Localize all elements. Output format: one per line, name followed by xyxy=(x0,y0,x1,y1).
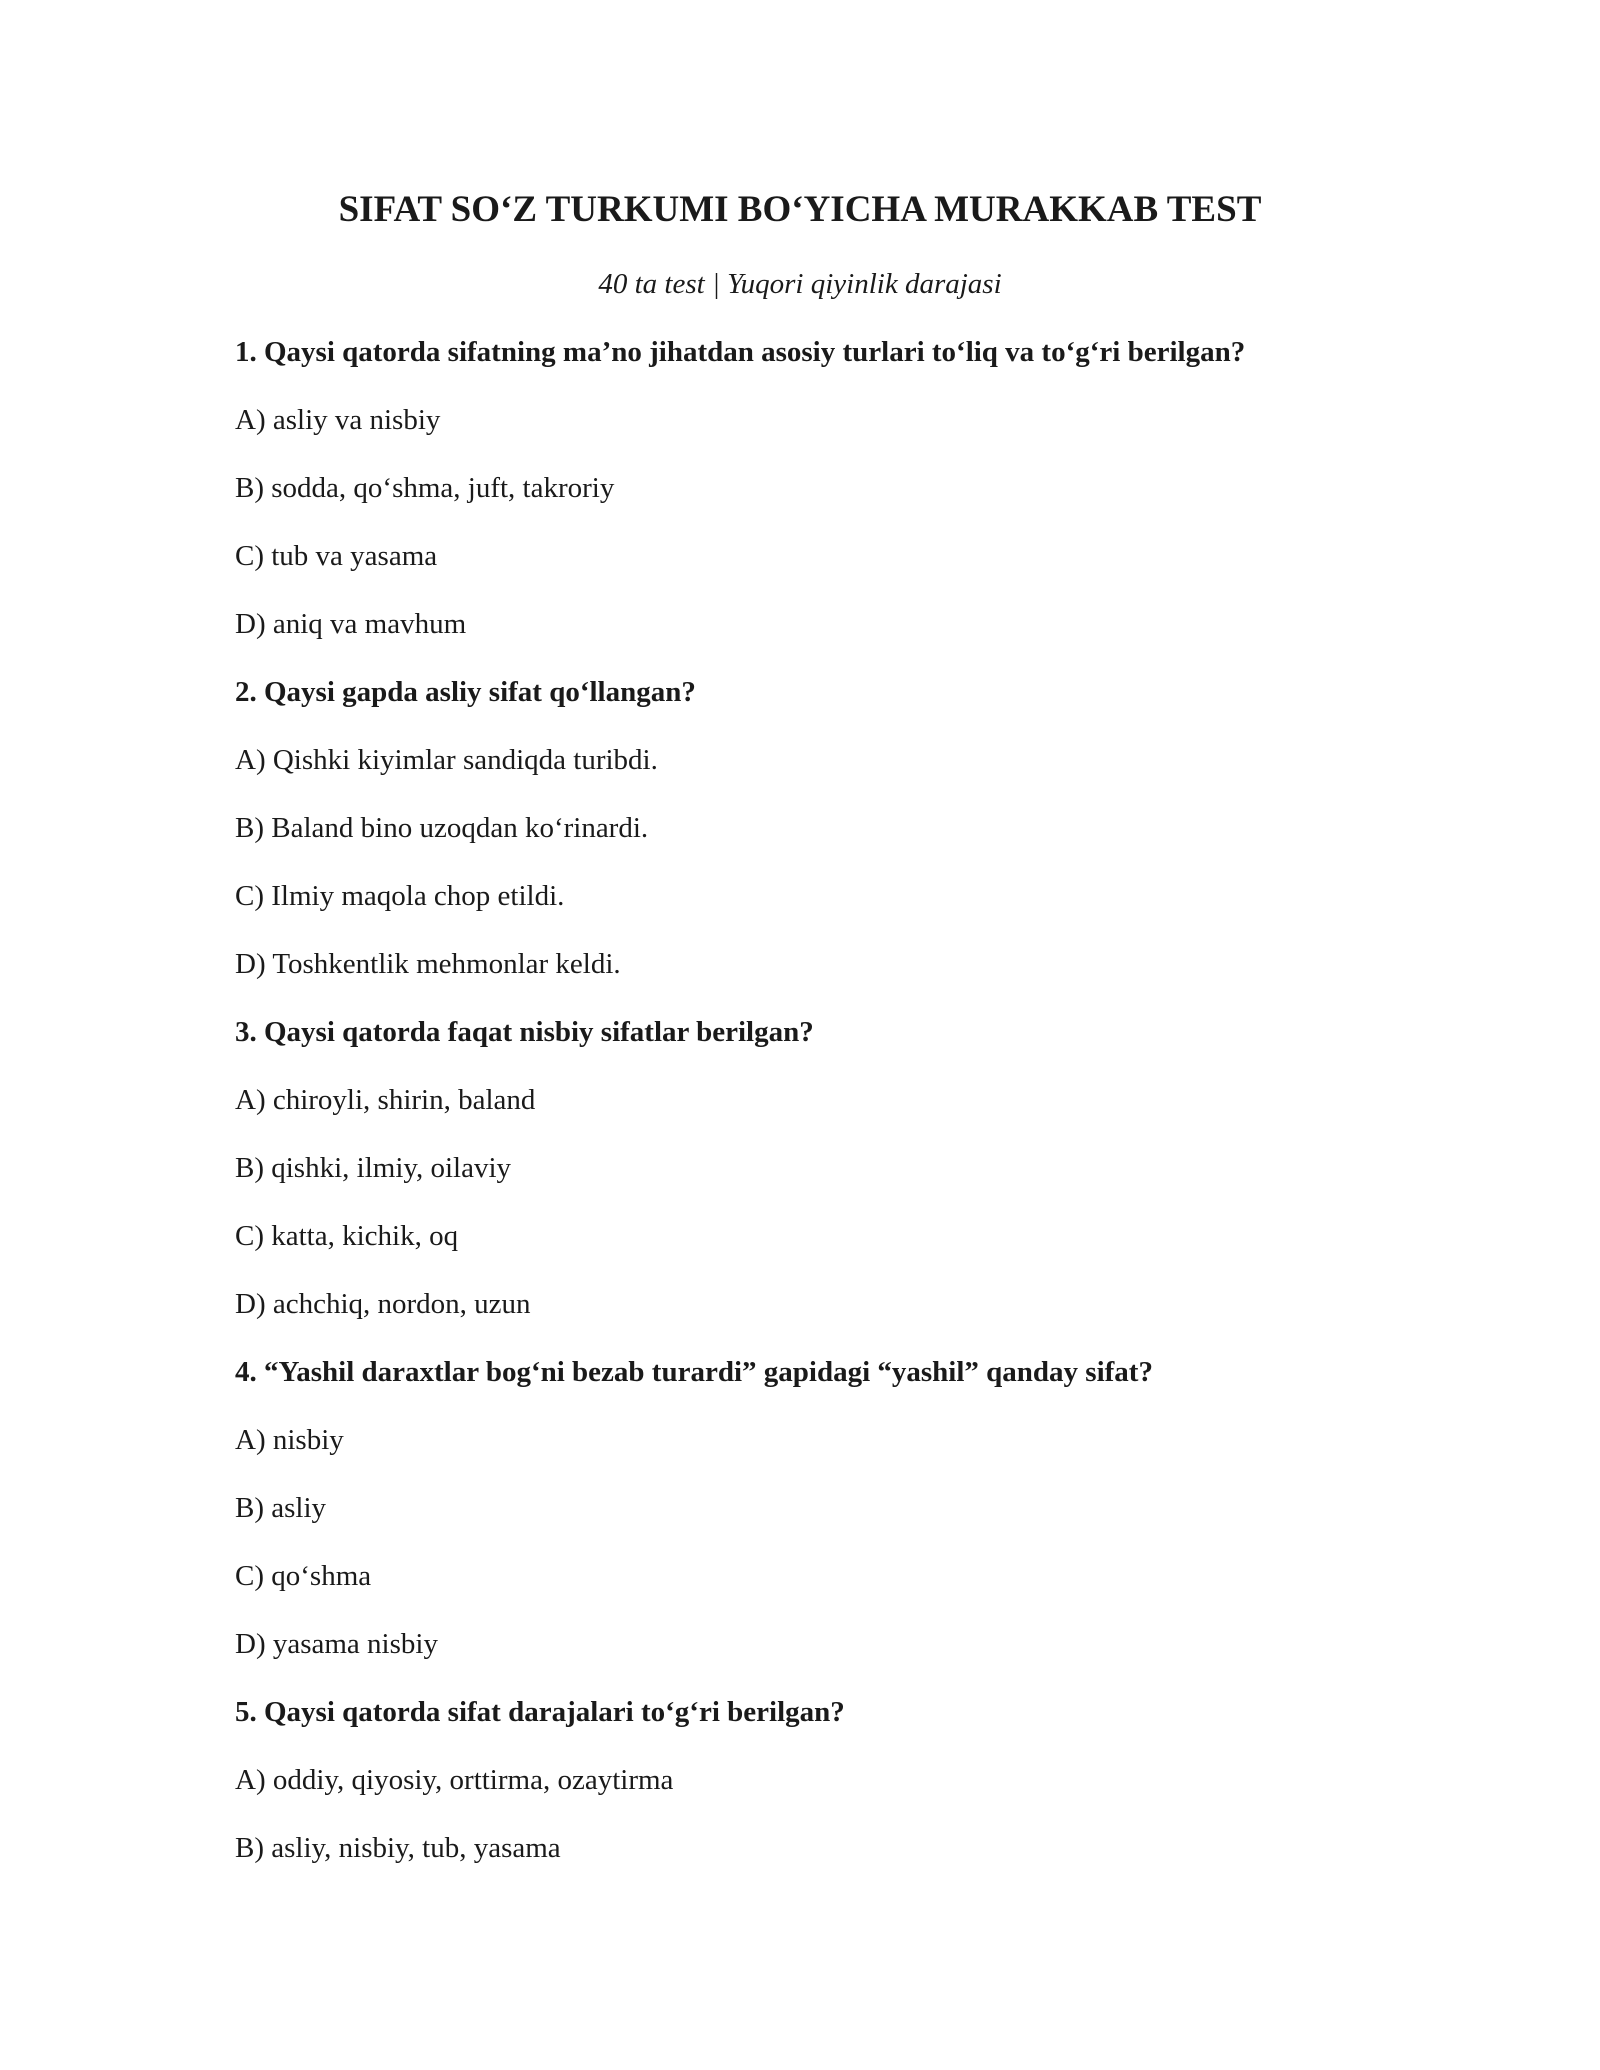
question-text: 5. Qaysi qatorda sifat darajalari to‘g‘ri berilgan? xyxy=(235,1696,845,1728)
document-title: SIFAT SO‘Z TURKUMI BO‘YICHA MURAKKAB TEST xyxy=(338,189,1262,230)
answer-option-c: C) qo‘shma xyxy=(235,1560,372,1592)
answer-option-b: B) qishki, ilmiy, oilaviy xyxy=(235,1152,512,1184)
answer-option-c: C) katta, kichik, oq xyxy=(235,1220,459,1252)
answer-option-a: A) asliy va nisbiy xyxy=(235,404,441,436)
question-text: 4. “Yashil daraxtlar bog‘ni bezab turardi” gapidagi “yashil” qanday sifat? xyxy=(235,1356,1153,1388)
answer-option-c: C) tub va yasama xyxy=(235,540,438,572)
answer-option-c: C) Ilmiy maqola chop etildi. xyxy=(235,880,565,912)
answer-option-d: D) Toshkentlik mehmonlar keldi. xyxy=(235,948,621,980)
question-3 xyxy=(235,1014,1435,1322)
question-text: 2. Qaysi gapda asliy sifat qo‘llangan? xyxy=(235,676,696,708)
question-5 xyxy=(235,1694,1435,1866)
answer-option-b: B) Baland bino uzoqdan ko‘rinardi. xyxy=(235,812,649,844)
answer-option-b: B) asliy, nisbiy, tub, yasama xyxy=(235,1832,561,1864)
answer-option-a: A) Qishki kiyimlar sandiqda turibdi. xyxy=(235,744,658,776)
document-subtitle: 40 ta test | Yuqori qiyinlik darajasi xyxy=(598,268,1002,300)
question-text: 1. Qaysi qatorda sifatning ma’no jihatdan asosiy turlari to‘liq va to‘g‘ri berilgan? xyxy=(235,336,1246,368)
question-4 xyxy=(235,1354,1435,1662)
answer-option-d: D) achchiq, nordon, uzun xyxy=(235,1288,531,1320)
answer-option-b: B) sodda, qo‘shma, juft, takroriy xyxy=(235,472,615,504)
question-text: 3. Qaysi qatorda faqat nisbiy sifatlar berilgan? xyxy=(235,1016,814,1048)
question-1 xyxy=(235,334,1435,642)
answer-option-a: A) oddiy, qiyosiy, orttirma, ozaytirma xyxy=(235,1764,674,1796)
answer-option-b: B) asliy xyxy=(235,1492,327,1524)
answer-option-d: D) yasama nisbiy xyxy=(235,1628,438,1660)
answer-option-d: D) aniq va mavhum xyxy=(235,608,467,640)
answer-option-a: A) nisbiy xyxy=(235,1424,344,1456)
answer-option-a: A) chiroyli, shirin, baland xyxy=(235,1084,536,1116)
question-2 xyxy=(235,674,1435,982)
question-list xyxy=(235,334,1435,1898)
